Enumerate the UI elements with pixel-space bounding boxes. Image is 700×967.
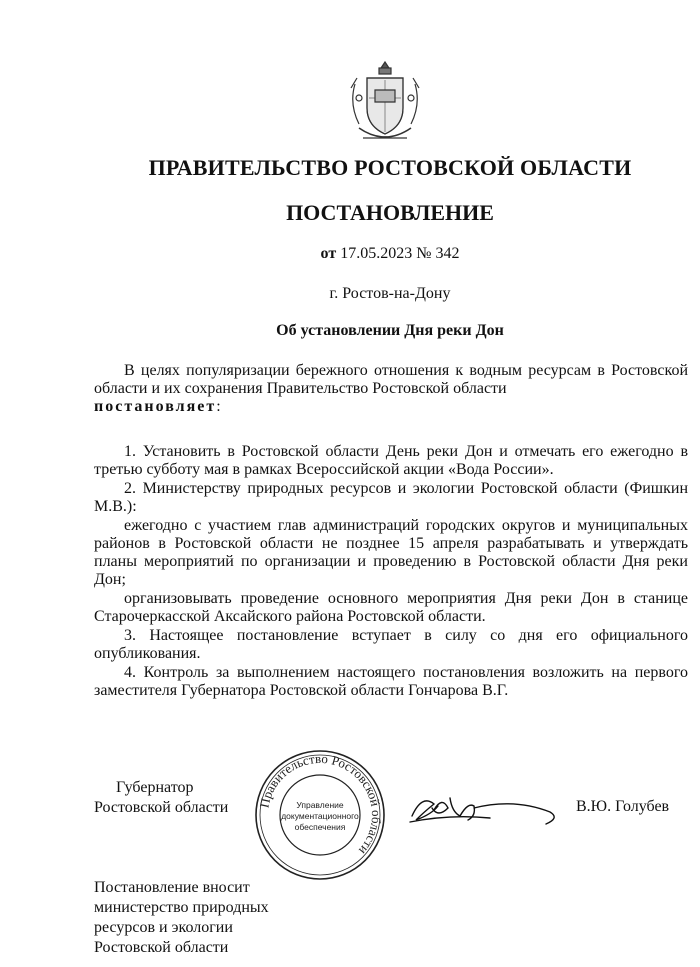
decree-word: постановляет	[94, 398, 217, 415]
document-date	[0, 245, 700, 263]
item-4: 4. Контроль за выполнением настоящего постановления возложить на первого заместителя Губернатора Ростовской области Гончарова В.Г.	[94, 664, 688, 699]
government-title: ПРАВИТЕЛЬСТВО РОСТОВСКОЙ ОБЛАСТИ	[148, 155, 632, 180]
item-2-sub-1: ежегодно с участием глав администраций городских округов и муниципальных районов в Ростовской области не позднее 15 апреля разрабатывать и утверждать планы мероприятий по организации и проведению в Ростовской области Дня реки Дон;	[94, 517, 688, 588]
preamble	[94, 362, 688, 416]
item-1: 1. Установить в Ростовской области День реки Дон и отмечать его ежегодно в третью субботу мая в рамках Всероссийской акции «Вода России».	[94, 443, 688, 478]
note-line-3: ресурсов и экологии	[94, 919, 233, 936]
date-number: 17.05.2023 № 342	[340, 245, 460, 262]
item-2-sub-2: организовывать проведение основного мероприятия Дня реки Дон в станице Старочеркасской Аксайского района Ростовской области.	[94, 590, 688, 625]
decree-items	[94, 443, 688, 701]
position-line-2: Ростовской области	[94, 799, 229, 816]
submitted-by-note	[94, 878, 334, 958]
document-type: ПОСТАНОВЛЕНИЕ	[286, 200, 494, 225]
position-line-1: Губернатор	[116, 779, 194, 796]
note-line-2: министерство природных	[94, 899, 269, 916]
official-seal	[253, 748, 387, 882]
preamble-text: В целях популяризации бережного отношения к водным ресурсам в Ростовской области и их сохранения Правительство Ростовской области	[94, 362, 688, 397]
seal-center-line-3: обеспечения	[294, 822, 346, 832]
seal-center-line-1: Управление	[296, 800, 344, 810]
note-line-4: Ростовской области	[94, 939, 229, 956]
document-city: г. Ростов-на-Дону	[329, 285, 451, 302]
item-2: 2. Министерству природных ресурсов и экологии Ростовской области (Фишкин М.В.):	[94, 480, 688, 515]
signer-position	[94, 778, 228, 818]
seal-center-line-2: документационного	[281, 811, 359, 821]
document-subject: Об установлении Дня реки Дон	[276, 322, 504, 339]
decree-colon: :	[216, 398, 221, 415]
seal-ring-text: Правительство Ростовской области	[256, 750, 385, 858]
coat-of-arms-icon	[345, 58, 425, 150]
date-label: от	[320, 245, 337, 262]
note-line-1: Постановление вносит	[94, 879, 250, 896]
handwritten-signature	[404, 786, 564, 832]
item-3: 3. Настоящее постановление вступает в силу со дня его официального опубликования.	[94, 627, 688, 662]
signer-name: В.Ю. Голубев	[576, 798, 670, 815]
